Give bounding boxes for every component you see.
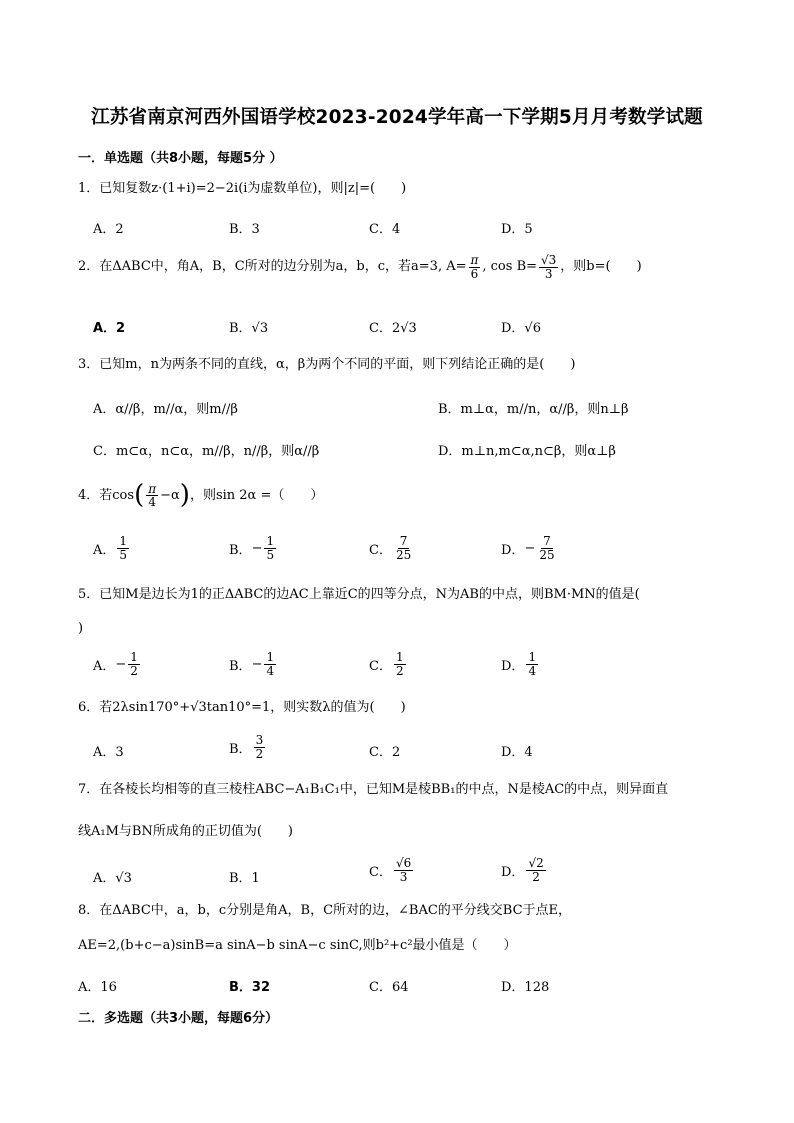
q5-option-b	[229, 651, 278, 677]
q7-option-d-den: 2	[532, 869, 540, 884]
q2-frac-b-den: 3	[544, 266, 553, 281]
question-7-stem-line2: 线A₁M与BN所成角的正切值为( )	[78, 824, 293, 839]
q2-stem-part3: ，则b=( )	[560, 259, 642, 275]
q6-option-c: C．2	[369, 745, 401, 760]
q4-option-b-label: B．	[229, 542, 252, 558]
q4-option-c-label: C．	[369, 542, 392, 558]
q2-frac-a-den: 6	[470, 266, 479, 281]
question-8-stem-line2: AE=2,(b+c−a)sinB=a sinA−b sinA−c sinC,则b²+c²最小值是（ ）	[78, 938, 517, 953]
q7-option-c	[369, 857, 415, 883]
q4-option-d	[501, 535, 559, 561]
q1-option-c: C．4	[369, 222, 401, 237]
q5-option-b-den: 4	[266, 663, 275, 678]
q7-option-c-den: 3	[399, 869, 408, 884]
question-5-stem: 5．已知M是边长为1的正ΔABC的边AC上靠近C的四等分点，N为AB的中点，则BM·MN的值是(	[78, 587, 640, 602]
q2-frac-b-num: √3	[541, 253, 557, 267]
q5-option-a	[93, 651, 142, 677]
q1-option-d: D．5	[501, 222, 533, 237]
q5-option-b-sign: −	[251, 656, 263, 672]
q2-option-a: A．2	[93, 321, 126, 336]
q2-option-b: B．√3	[229, 321, 269, 336]
q7-option-c-label: C．	[369, 864, 392, 880]
q5-option-c-num: 1	[395, 650, 404, 664]
q1-option-a: A．2	[93, 222, 124, 237]
q2-fraction-a	[469, 254, 481, 280]
q5-option-a-num: 1	[130, 650, 138, 664]
q4-option-c-den: 25	[395, 547, 412, 562]
question-1-stem: 1．已知复数z·(1+i)=2−2i(i为虚数单位)，则|z|=( )	[78, 181, 407, 196]
q8-option-b: B．32	[229, 980, 270, 995]
q2-option-d: D．√6	[501, 321, 541, 336]
section-multiple-choice: 二．多选题（共3小题，每题6分）	[78, 1011, 279, 1026]
q4-option-a-label: A．	[93, 542, 116, 558]
page-title: 江苏省南京河西外国语学校2023-2024学年高一下学期5月月考数学试题	[91, 107, 703, 128]
q3-option-b: B．m⊥α，m//n，α//β，则n⊥β	[438, 402, 629, 417]
q8-option-a: A．16	[78, 980, 117, 995]
q5-option-a-den: 2	[130, 663, 138, 678]
q5-option-c-label: C．	[369, 658, 392, 674]
q2-stem-part2: , cos B=	[482, 259, 538, 275]
q6-option-a: A．3	[93, 745, 124, 760]
q5-option-a-sign: −	[115, 656, 127, 672]
q6-option-d: D．4	[501, 745, 533, 760]
q4-option-a-num: 1	[119, 534, 128, 548]
q4-frac-num: π	[148, 481, 157, 496]
q4-option-d-den: 25	[539, 547, 555, 562]
q4-inner-tail: −α	[160, 487, 180, 503]
q5-option-d-num: 1	[528, 650, 537, 664]
q5-option-d-den: 4	[528, 663, 537, 678]
q2-stem-part1: 2．在ΔABC中，角A，B，C所对的边分别为a，b，c，若a=3, A=	[78, 259, 467, 275]
q5-option-d	[501, 651, 540, 677]
q8-option-d: D．128	[501, 980, 550, 995]
q7-option-d-num: √2	[528, 856, 544, 870]
q4-stem-part2: ，则sin 2α =（ ）	[189, 487, 324, 503]
q4-option-c-num: 7	[399, 534, 408, 548]
question-5-stem-line2: )	[78, 621, 84, 636]
q5-option-d-label: D．	[501, 658, 525, 674]
q2-frac-a-num: π	[470, 253, 479, 267]
q4-option-a-den: 5	[119, 547, 128, 562]
q3-option-a: A．α//β，m//α，则m//β	[93, 402, 238, 417]
question-4-stem: 4．若cos ( $\frac{\pi}{4}$ −α ) ，则sin 2α =（ ）	[78, 480, 324, 510]
section-single-choice: 一．单选题（共8小题，每题5分 ）	[78, 151, 283, 166]
q4-option-b-num: 1	[266, 534, 275, 548]
q5-option-c	[369, 651, 408, 677]
q5-option-c-den: 2	[395, 663, 404, 678]
q7-option-a: A．√3	[93, 871, 132, 886]
q3-option-d: D．m⊥n,m⊂α,n⊂β，则α⊥β	[438, 444, 616, 459]
q4-frac-den: 4	[148, 495, 156, 510]
q4-option-a	[93, 535, 131, 561]
q4-option-d-label: D．	[501, 542, 525, 558]
q5-option-b-label: B．	[229, 658, 252, 674]
q6-option-b-label: B．	[229, 741, 252, 757]
q7-option-c-num: √6	[395, 856, 412, 870]
q8-option-c: C．64	[369, 980, 409, 995]
q7-option-b: B．1	[229, 871, 260, 886]
question-7-stem: 7．在各棱长均相等的直三棱柱ABC−A₁B₁C₁中，已知M是棱BB₁的中点，N是棱AC的中点，则异面直	[78, 782, 669, 797]
q4-option-b	[229, 535, 278, 561]
question-2-stem	[78, 254, 734, 280]
q4-stem-part1: 4．若cos	[78, 487, 135, 503]
q4-option-d-num: 7	[543, 534, 551, 548]
q6-option-b-den: 2	[255, 746, 264, 761]
q4-option-d-sign: −	[524, 540, 536, 556]
q7-option-d	[501, 857, 548, 883]
q2-option-c: C．2√3	[369, 321, 417, 336]
q3-option-c: C．m⊂α，n⊂α，m//β，n//β，则α//β	[93, 444, 320, 459]
q4-option-c	[369, 535, 415, 561]
q7-option-d-label: D．	[501, 864, 525, 880]
q6-option-b	[229, 734, 267, 760]
q5-option-b-num: 1	[266, 650, 275, 664]
q2-fraction-b	[539, 254, 558, 280]
q1-option-b: B．3	[229, 222, 260, 237]
q5-option-a-label: A．	[93, 658, 116, 674]
question-6-stem: 6．若2λsin170°+√3tan10°=1，则实数λ的值为( )	[78, 700, 406, 715]
q4-fraction	[146, 483, 158, 509]
question-3-stem: 3．已知m，n为两条不同的直线，α，β为两个不同的平面，则下列结论正确的是( )	[78, 357, 576, 372]
q4-option-b-den: 5	[266, 547, 275, 562]
q6-option-b-num: 3	[255, 733, 264, 747]
question-8-stem: 8．在ΔABC中，a，b，c分别是角A，B，C所对的边，∠BAC的平分线交BC于点E，	[78, 903, 572, 918]
q4-option-b-sign: −	[251, 540, 263, 556]
